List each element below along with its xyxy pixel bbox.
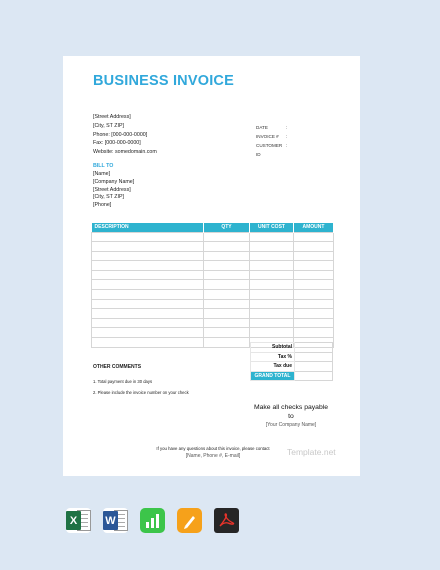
- table-cell[interactable]: [204, 328, 250, 338]
- checks-company: [Your Company Name]: [265, 422, 317, 428]
- table-cell[interactable]: [250, 280, 294, 290]
- bill-to-heading: BILL TO: [93, 163, 114, 169]
- table-cell[interactable]: [204, 251, 250, 261]
- subtotal-row: [251, 343, 333, 353]
- tax-due-label: Tax due: [251, 362, 295, 372]
- invoice-page: [63, 56, 360, 476]
- table-cell[interactable]: [294, 251, 334, 261]
- table-cell[interactable]: [204, 338, 250, 348]
- table-cell[interactable]: [294, 318, 334, 328]
- table-cell[interactable]: [204, 280, 250, 290]
- table-cell[interactable]: [204, 318, 250, 328]
- table-cell[interactable]: [250, 251, 294, 261]
- table-header-row: [92, 223, 334, 232]
- table-cell[interactable]: [204, 242, 250, 252]
- bill-to-street: [Street Address]: [93, 186, 131, 193]
- table-cell[interactable]: [92, 338, 204, 348]
- table-row: [92, 261, 334, 271]
- table-cell[interactable]: [250, 299, 294, 309]
- line-items-body: [92, 232, 334, 347]
- table-cell[interactable]: [92, 270, 204, 280]
- meta-invoice-sep: :: [286, 134, 288, 139]
- table-row: [92, 309, 334, 319]
- subtotal-label: Subtotal: [251, 343, 295, 353]
- table-cell[interactable]: [294, 280, 334, 290]
- table-cell[interactable]: [92, 280, 204, 290]
- table-cell[interactable]: [92, 328, 204, 338]
- table-cell[interactable]: [92, 242, 204, 252]
- table-cell[interactable]: [92, 318, 204, 328]
- table-cell[interactable]: [294, 242, 334, 252]
- table-cell[interactable]: [294, 270, 334, 280]
- table-cell[interactable]: [294, 261, 334, 271]
- sender-city: [City, ST ZIP]: [93, 122, 124, 129]
- contact-line-2: [Name, Phone #, E-mail]: [185, 453, 241, 459]
- table-cell[interactable]: [250, 232, 294, 242]
- table-cell[interactable]: [294, 290, 334, 300]
- checks-payable: [243, 404, 339, 428]
- excel-letter: X: [66, 511, 81, 530]
- pdf-icon[interactable]: [214, 508, 239, 533]
- bill-to-name: [Name]: [93, 171, 111, 177]
- meta-invoice-label: INVOICE #: [256, 134, 279, 139]
- meta-customer-label: CUSTOMER ID: [256, 143, 283, 157]
- word-letter: W: [103, 511, 118, 530]
- table-cell[interactable]: [250, 270, 294, 280]
- tax-rate-value[interactable]: [295, 352, 333, 362]
- bill-to-city: [City, ST ZIP]: [93, 194, 124, 201]
- tax-due-row: [251, 362, 333, 372]
- table-cell[interactable]: [204, 309, 250, 319]
- header-unit-cost: UNIT COST: [250, 223, 294, 232]
- header-qty: QTY: [204, 223, 250, 232]
- subtotal-value[interactable]: [295, 343, 333, 353]
- bill-to-phone: [Phone]: [93, 202, 112, 209]
- table-cell[interactable]: [92, 261, 204, 271]
- table-row: [92, 232, 334, 242]
- totals-table: [250, 342, 333, 381]
- table-row: [92, 280, 334, 290]
- meta-invoice-number: [256, 132, 287, 141]
- table-row: [92, 299, 334, 309]
- excel-icon[interactable]: [66, 508, 91, 533]
- table-cell[interactable]: [294, 328, 334, 338]
- sender-address: [93, 113, 157, 157]
- grand-total-row: [251, 371, 333, 381]
- table-cell[interactable]: [250, 328, 294, 338]
- sender-fax: Fax: [000-000-0000]: [93, 140, 141, 147]
- table-cell[interactable]: [92, 299, 204, 309]
- meta-date-sep: :: [286, 125, 288, 130]
- tax-due-value[interactable]: [295, 362, 333, 372]
- meta-date: [256, 123, 287, 132]
- word-icon[interactable]: [103, 508, 128, 533]
- table-cell[interactable]: [92, 309, 204, 319]
- table-row: [92, 270, 334, 280]
- grand-total-label: GRAND TOTAL: [251, 371, 295, 381]
- table-cell[interactable]: [250, 318, 294, 328]
- line-items-table: [91, 223, 334, 348]
- tax-rate-label: Tax %: [251, 352, 295, 362]
- checks-line-1: Make all checks payable: [253, 404, 329, 411]
- watermark: Template.net: [287, 447, 336, 457]
- meta-customer-id: [256, 141, 287, 159]
- bill-to-company: [Company Name]: [93, 178, 135, 185]
- table-cell[interactable]: [204, 261, 250, 271]
- invoice-title: BUSINESS INVOICE: [93, 73, 234, 89]
- numbers-icon[interactable]: [140, 508, 165, 533]
- table-cell[interactable]: [294, 299, 334, 309]
- comments-list: [93, 376, 189, 398]
- table-cell[interactable]: [92, 290, 204, 300]
- table-row: [92, 242, 334, 252]
- table-cell[interactable]: [250, 242, 294, 252]
- table-cell[interactable]: [250, 309, 294, 319]
- meta-customer-sep: :: [286, 143, 288, 148]
- header-amount: AMOUNT: [294, 223, 334, 232]
- table-row: [92, 328, 334, 338]
- table-cell[interactable]: [250, 290, 294, 300]
- checks-line-2: to: [288, 412, 294, 420]
- table-cell[interactable]: [92, 232, 204, 242]
- contact-line-1: If you have any questions about this invoice, please contact: [156, 446, 270, 451]
- comments-heading: OTHER COMMENTS: [93, 364, 142, 370]
- table-row: [92, 290, 334, 300]
- table-cell[interactable]: [294, 309, 334, 319]
- sender-street: [Street Address]: [93, 114, 131, 120]
- sender-website: Website: somedomain.com: [93, 149, 157, 156]
- invoice-meta: [256, 123, 287, 159]
- tax-rate-row: [251, 352, 333, 362]
- meta-date-label: DATE: [256, 125, 268, 130]
- table-cell[interactable]: [294, 232, 334, 242]
- table-row: [92, 251, 334, 261]
- grand-total-value[interactable]: [295, 371, 333, 381]
- pages-icon[interactable]: [177, 508, 202, 533]
- table-cell[interactable]: [204, 270, 250, 280]
- bill-to-block: [93, 171, 153, 210]
- format-icons: [66, 508, 239, 533]
- comment-item: 2. Please include the invoice number on your check: [93, 390, 189, 395]
- table-cell[interactable]: [204, 232, 250, 242]
- table-cell[interactable]: [204, 290, 250, 300]
- sender-phone: Phone: [000-000-0000]: [93, 131, 148, 138]
- table-row: [92, 318, 334, 328]
- comment-item: 1. Total payment due in 30 days: [93, 379, 153, 384]
- table-cell[interactable]: [250, 261, 294, 271]
- table-cell[interactable]: [204, 299, 250, 309]
- header-description: DESCRIPTION: [92, 223, 204, 232]
- table-cell[interactable]: [92, 251, 204, 261]
